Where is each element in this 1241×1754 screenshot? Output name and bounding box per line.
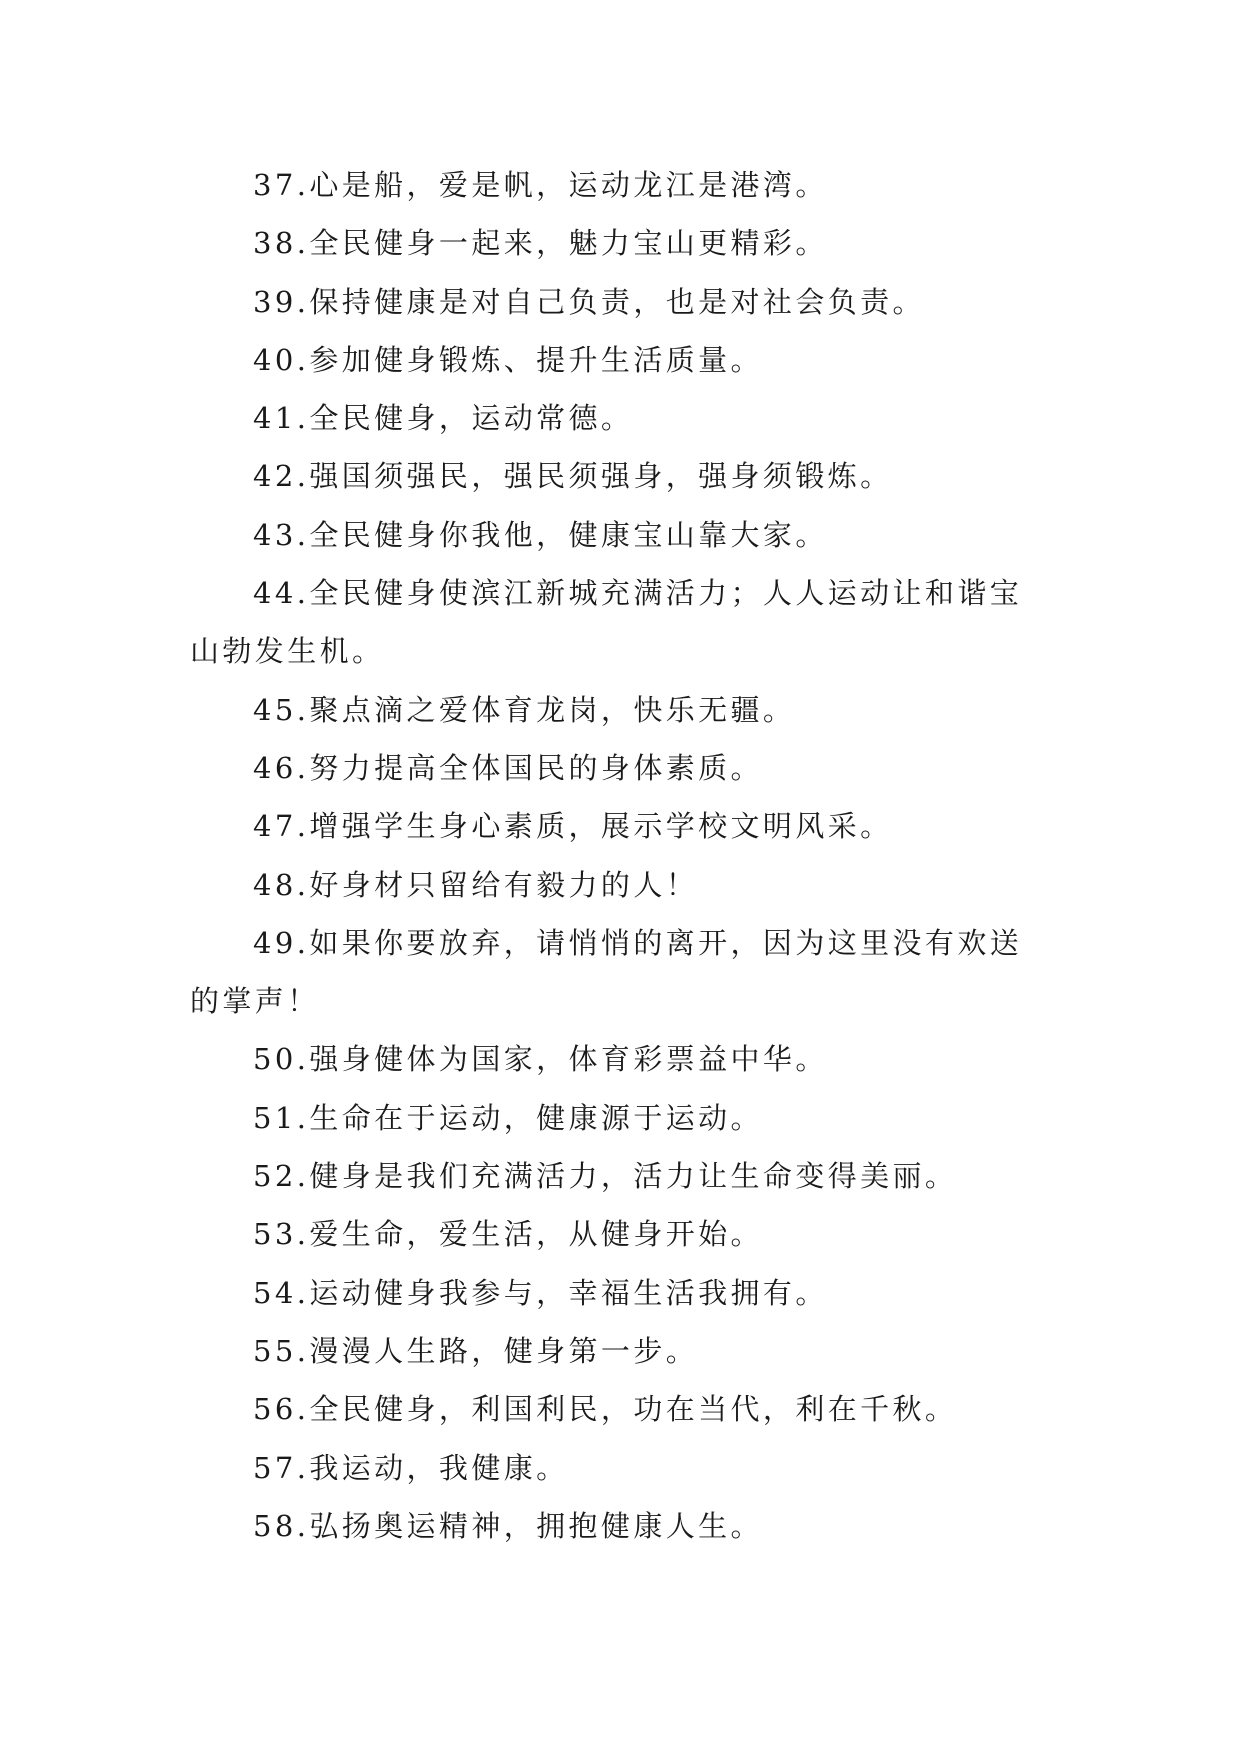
slogan-paragraph: 45.聚点滴之爱体育龙岗，快乐无疆。	[253, 692, 796, 727]
slogan-paragraph: 46.努力提高全体国民的身体素质。	[253, 750, 763, 785]
slogan-paragraph: 42.强国须强民，强民须强身，强身须锻炼。	[253, 459, 893, 494]
slogan-paragraph: 52.健身是我们充满活力，活力让生命变得美丽。	[253, 1159, 958, 1194]
slogan-paragraph: 53.爱生命，爱生活，从健身开始。	[253, 1217, 763, 1252]
slogan-list	[190, 156, 1050, 1555]
slogan-paragraph: 41.全民健身，运动常德。	[253, 401, 634, 436]
slogan-paragraph: 56.全民健身，利国利民，功在当代，利在千秋。	[253, 1392, 958, 1427]
slogan-paragraph: 55.漫漫人生路，健身第一步。	[253, 1333, 699, 1368]
slogan-paragraph: 48.好身材只留给有毅力的人！	[253, 867, 699, 902]
slogan-paragraph: 37.心是船，爱是帆，运动龙江是港湾。	[253, 168, 828, 202]
slogan-paragraph: 43.全民健身你我他，健康宝山靠大家。	[253, 517, 828, 552]
slogan-paragraph: 50.强身健体为国家，体育彩票益中华。	[253, 1042, 828, 1077]
slogan-paragraph: 44.全民健身使滨江新城充满活力；人人运动让和谐宝山勃发生机。	[190, 576, 1023, 669]
slogan-paragraph: 51.生命在于运动，健康源于运动。	[253, 1100, 763, 1135]
slogan-paragraph: 47.增强学生身心素质，展示学校文明风采。	[253, 809, 893, 844]
slogan-paragraph: 49.如果你要放弃，请悄悄的离开，因为这里没有欢送的掌声！	[190, 925, 1023, 1019]
slogan-paragraph: 57.我运动，我健康。	[253, 1450, 569, 1485]
slogan-paragraph: 58.弘扬奥运精神，拥抱健康人生。	[253, 1508, 763, 1543]
slogan-paragraph: 54.运动健身我参与，幸福生活我拥有。	[253, 1275, 828, 1310]
slogan-paragraph: 39.保持健康是对自己负责，也是对社会负责。	[253, 284, 925, 319]
slogan-paragraph: 40.参加健身锻炼、提升生活质量。	[253, 342, 763, 377]
slogan-paragraph: 38.全民健身一起来，魅力宝山更精彩。	[253, 226, 828, 261]
